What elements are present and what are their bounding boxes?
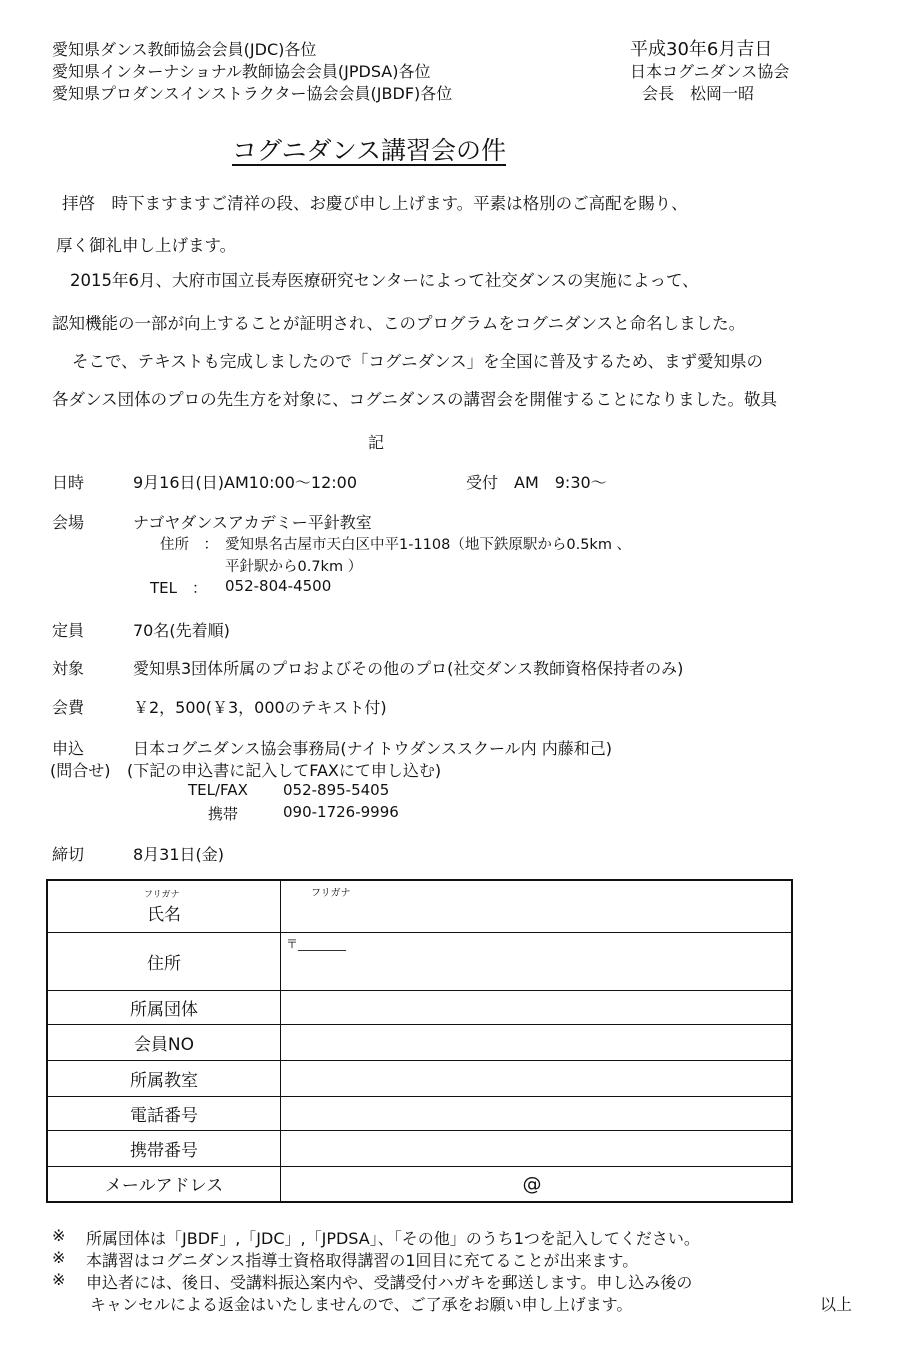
phone-field[interactable] — [281, 1096, 793, 1130]
body-line-4: 認知機能の一部が向上することが証明され、このプログラムをコグニダンスと命名しました。 — [52, 314, 746, 333]
mobile-label: 携帯 — [208, 805, 239, 823]
form-row-address — [47, 932, 792, 990]
note-1: 所属団体は「JBDF」,「JDC」,「JPDSA」、「その他」のうち1つを記入してください。 — [86, 1229, 700, 1248]
note-2: 本講習はコグニダンス指導士資格取得講習の1回目に充てることが出来ます。 — [86, 1251, 639, 1270]
telfax-value: 052-895-5405 — [283, 781, 390, 799]
venue-label: 会場 — [52, 513, 85, 532]
address-form-label: 住所 — [147, 953, 181, 974]
body-line-6: 各ダンス団体のプロの先生方を対象に、コグニダンスの講習会を開催することになりました。敬具 — [52, 390, 778, 409]
note-3b: キャンセルによる返金はいたしませんので、ご了承をお願い申し上げます。 — [90, 1295, 633, 1314]
note-3a: 申込者には、後日、受講料振込案内や、受講受付ハガキを郵送します。申し込み後の — [86, 1273, 693, 1292]
closing-ijo: 以上 — [820, 1295, 853, 1314]
issue-date: 平成30年6月吉日 — [630, 39, 773, 60]
venue-tel-value: 052-804-4500 — [225, 577, 332, 595]
inquiry-label: (問合せ) — [50, 761, 111, 780]
capacity-label: 定員 — [52, 621, 85, 640]
mobile-value: 090-1726-9996 — [283, 803, 399, 821]
email-label: メールアドレス — [47, 1166, 281, 1202]
deadline-value: 8月31日(金) — [133, 845, 225, 864]
form-row-email — [47, 1166, 792, 1202]
application-form — [46, 879, 793, 1203]
venue-tel-label: TEL ： — [150, 579, 207, 597]
name-ruby: フリガナ — [144, 890, 180, 900]
note-mark-1: ※ — [52, 1226, 66, 1245]
email-field[interactable] — [281, 1166, 793, 1202]
ki-heading: 記 — [368, 433, 385, 452]
name-field[interactable] — [281, 880, 793, 932]
sender-organization: 日本コグニダンス協会 — [630, 62, 790, 81]
fee-label: 会費 — [52, 698, 85, 717]
sender-name: 会長 松岡一昭 — [642, 84, 755, 103]
capacity-value: 70名(先着順) — [133, 621, 230, 640]
organization-label: 所属団体 — [47, 990, 281, 1024]
body-line-2: 厚く御礼申し上げます。 — [56, 236, 237, 255]
name-label: 氏名 — [147, 904, 181, 925]
mobile-field[interactable] — [281, 1130, 793, 1166]
form-row-member-no — [47, 1024, 792, 1060]
note-mark-3: ※ — [52, 1270, 66, 1289]
form-row-phone — [47, 1096, 792, 1130]
member-no-field[interactable] — [281, 1024, 793, 1060]
address-line-1: 愛知県名古屋市天白区中平1-1108（地下鉄原駅から0.5km 、 — [225, 537, 632, 553]
note-mark-2: ※ — [52, 1248, 66, 1267]
form-row-mobile — [47, 1130, 792, 1166]
form-row-name — [47, 880, 792, 932]
form-row-studio — [47, 1060, 792, 1096]
address-field[interactable] — [281, 932, 793, 990]
fee-value: ￥2，500(￥3，000のテキスト付) — [133, 698, 387, 717]
address-line-2: 平針駅から0.7km ） — [225, 559, 363, 575]
form-row-organization — [47, 990, 792, 1024]
body-line-5: そこで、テキストも完成しましたので「コグニダンス」を全国に普及するため、まず愛知県の — [72, 352, 764, 371]
phone-label: 電話番号 — [47, 1096, 281, 1130]
venue-name: ナゴヤダンスアカデミー平針教室 — [133, 513, 372, 532]
target-label: 対象 — [52, 659, 85, 678]
target-value: 愛知県3団体所属のプロおよびその他のプロ(社交ダンス教師資格保持者のみ) — [133, 659, 684, 678]
recipient-line-2: 愛知県インターナショナル教師協会会員(JPDSA)各位 — [52, 62, 431, 81]
apply-label: 申込 — [52, 739, 85, 758]
name-field-ruby: フリガナ — [311, 888, 351, 899]
recipient-line-3: 愛知県プロダンスインストラクター協会会員(JBDF)各位 — [52, 84, 453, 103]
apply-value: 日本コグニダンス協会事務局(ナイトウダンススクール内 内藤和己) — [133, 739, 613, 758]
mobile-form-label: 携帯番号 — [47, 1130, 281, 1166]
studio-field[interactable] — [281, 1060, 793, 1096]
postal-mark: 〒________ — [286, 936, 347, 951]
body-line-3: 2015年6月、大府市国立長寿医療研究センターによって社交ダンスの実施によって、 — [70, 271, 699, 290]
telfax-label: TEL/FAX — [188, 781, 248, 799]
datetime-value: 9月16日(日)AM10:00～12:00 — [133, 473, 357, 492]
organization-field[interactable] — [281, 990, 793, 1024]
address-label-cell — [47, 932, 281, 990]
name-label-cell — [47, 880, 281, 932]
datetime-label: 日時 — [52, 473, 85, 492]
reception-time: 受付 AM 9:30～ — [466, 473, 607, 492]
studio-label: 所属教室 — [47, 1060, 281, 1096]
body-line-1: 拝啓 時下ますますご清祥の段、お慶び申し上げます。平素は格別のご高配を賜り、 — [62, 194, 688, 213]
page-title: コグニダンス講習会の件 — [232, 136, 507, 165]
at-sign: @ — [522, 1172, 542, 1195]
deadline-label: 締切 — [52, 845, 85, 864]
member-no-label: 会員NO — [47, 1024, 281, 1060]
inquiry-value: (下記の申込書に記入してFAXにて申し込む) — [127, 761, 442, 780]
recipient-line-1: 愛知県ダンス教師協会会員(JDC)各位 — [52, 40, 317, 59]
address-label: 住所 ： — [160, 537, 218, 553]
